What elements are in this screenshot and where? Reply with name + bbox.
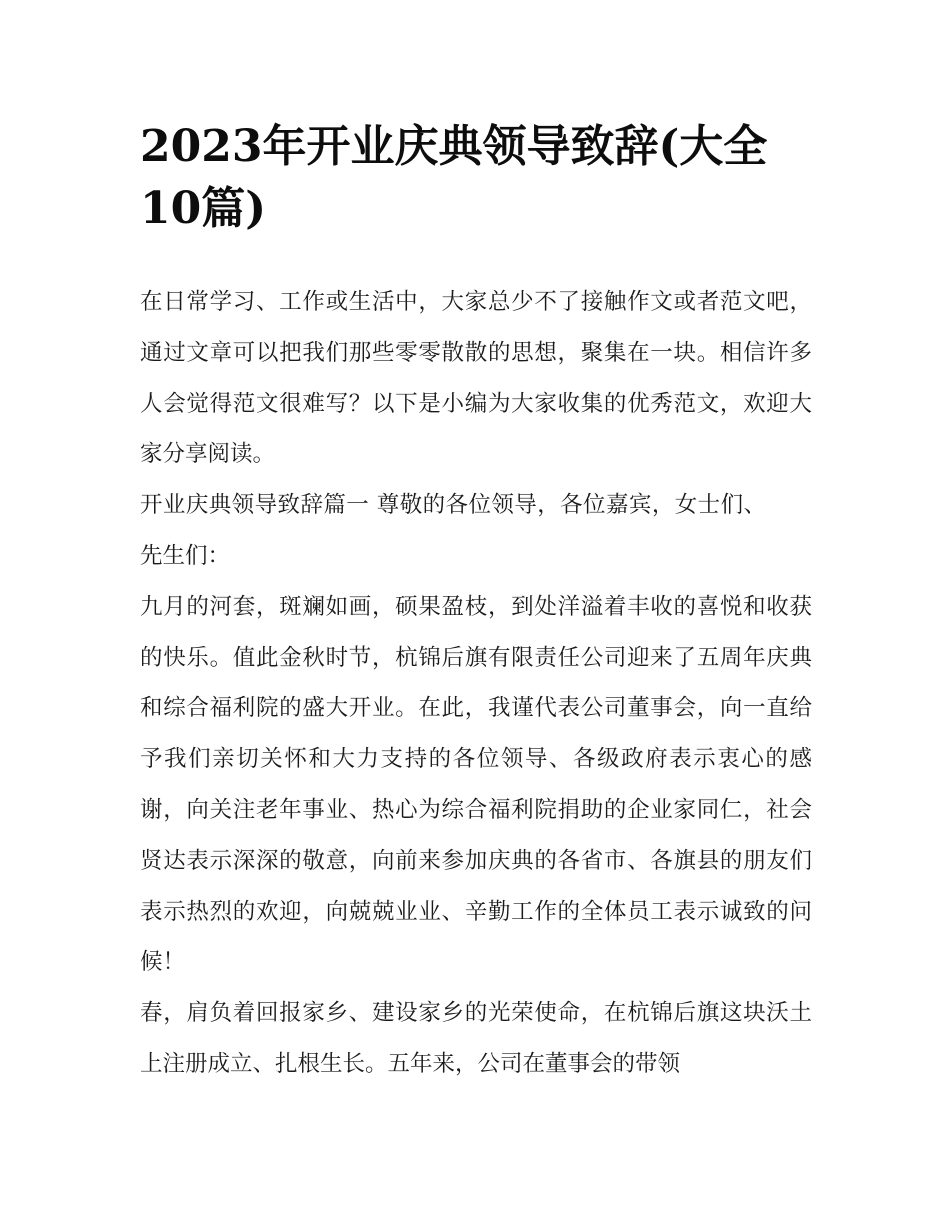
paragraph-salutation: 开业庆典领导致辞篇一 尊敬的各位领导，各位嘉宾，女士们、先生们： xyxy=(140,492,766,569)
paragraph-greeting: 九月的河套，斑斓如画，硕果盈枝，到处洋溢着丰收的喜悦和收获的快乐。值此金秋时节，杭锦后旗有限责任公司迎来了五周年庆典和综合福利院的盛大开业。在此，我谨代表公司董事会，向一直给予我们亲切关怀和大力支持的各位领导、各级政府表示衷心的感谢，向关注老年事业、热心为综合福利院捐助的企业家同仁，社会贤达表示深深的敬意，向前来参加庆典的各省市、各旗县的朋友们表示热烈的欢迎，向兢兢业业、辛勤工作的全体员工表示诚致的问候！ xyxy=(140,593,812,976)
paragraph-intro: 在日常学习、工作或生活中，大家总少不了接触作文或者范文吧，通过文章可以把我们那些零零散散的思想，聚集在一块。相信许多人会觉得范文很难写？以下是小编为大家收集的优秀范文，欢迎大家分享阅读。 xyxy=(140,289,812,468)
document-body xyxy=(140,277,812,1090)
document-title: 2023年开业庆典领导致辞(大全10篇) xyxy=(140,121,768,234)
paragraph-history: 春，肩负着回报家乡、建设家乡的光荣使命，在杭锦后旗这块沃土上注册成立、扎根生长。五年来，公司在董事会的带领 xyxy=(140,1000,812,1077)
